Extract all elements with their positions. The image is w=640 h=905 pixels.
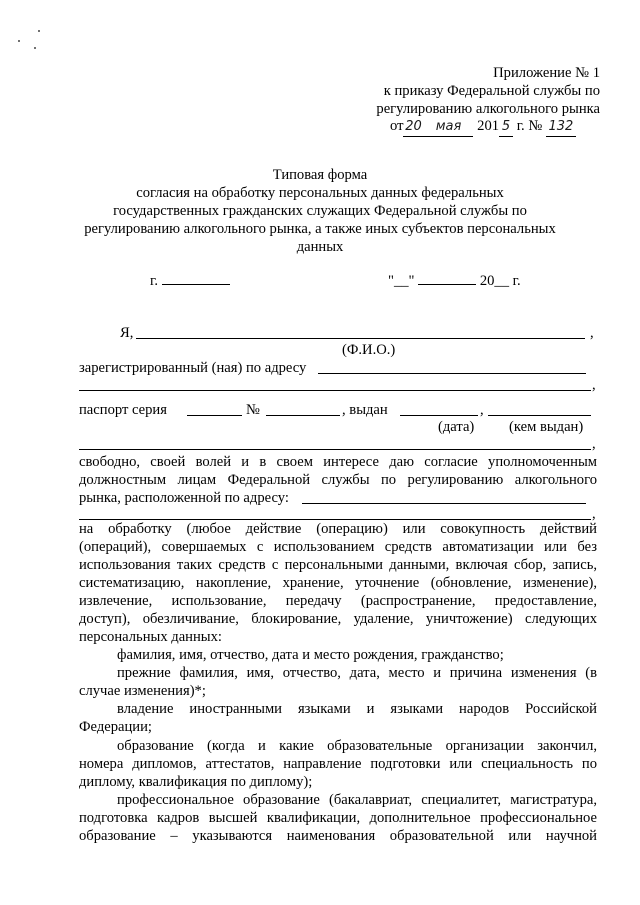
i-label: Я, xyxy=(120,325,134,341)
body-line: систематизацию, накопление, хранение, уточнение (обновление, изменение), xyxy=(79,575,597,591)
year-suffix: г. № xyxy=(516,118,543,134)
list-item-prof-education-cont: подготовка кадров высшей квалификации, дополнительное профессиональное xyxy=(79,810,597,826)
scan-speck xyxy=(34,47,36,49)
body-line: должностным лицам Федеральной службы по регулированию алкогольного xyxy=(79,472,597,488)
day-blank: "__" xyxy=(388,273,415,289)
list-item-languages-cont: Федерации; xyxy=(79,719,152,735)
issue-date-blank[interactable] xyxy=(400,415,478,416)
city-field xyxy=(150,270,230,290)
city-blank[interactable] xyxy=(162,270,230,285)
issuer-blank[interactable] xyxy=(488,415,591,416)
scan-speck xyxy=(18,40,20,42)
list-item-education: образование (когда и какие образовательные организации закончил, xyxy=(117,738,597,754)
list-item-prof-education-cont: образование – указываются наименования образовательной или научной xyxy=(79,828,597,844)
body-line: доступ), обезличивание, блокирование, удаление, уничтожение) следующих xyxy=(79,611,597,627)
month-blank[interactable] xyxy=(418,270,476,285)
date-caption: (дата) xyxy=(438,419,475,435)
list-item-prev-name: прежние фамилия, имя, отчество, дата, место и причина изменения (в xyxy=(117,665,597,681)
registered-label: зарегистрированный (ная) по адресу xyxy=(79,360,307,376)
issued-label: , выдан xyxy=(342,402,388,418)
passport-series-blank[interactable] xyxy=(187,415,242,416)
fio-caption: (Ф.И.О.) xyxy=(342,342,396,358)
scan-speck xyxy=(38,30,40,32)
issuer-line-2[interactable] xyxy=(79,449,591,450)
address-line-1[interactable] xyxy=(318,373,586,374)
body-line: (операций), совершаемых с использованием средств автоматизации или без xyxy=(79,539,597,555)
list-item-name: фамилия, имя, отчество, дата и место рождения, гражданство; xyxy=(117,647,504,663)
body-line: свободно, своей волей и в своем интересе даю согласие уполномоченным xyxy=(79,454,597,470)
passport-number-label: № xyxy=(246,402,260,418)
body-line: на обработку (любое действие (операцию) или совокупность действий xyxy=(79,521,597,537)
operator-address-comma: , xyxy=(592,506,596,522)
handwritten-month: мая xyxy=(423,118,473,137)
title-line3: государственных гражданских служащих Федеральной службы по xyxy=(113,203,527,219)
handwritten-year: 5 xyxy=(499,118,513,137)
year-suffix-blank: __ г. xyxy=(494,273,521,289)
passport-number-blank[interactable] xyxy=(266,415,340,416)
year-prefix: 201 xyxy=(477,118,500,134)
title-line5: данных xyxy=(296,239,344,255)
year-prefix-blank: 20 xyxy=(479,273,495,289)
operator-address-line-1[interactable] xyxy=(302,503,586,504)
appendix-order-line xyxy=(390,117,576,137)
list-item-languages: владение иностранными языками и языками народов Российской xyxy=(117,701,597,717)
city-prefix: г. xyxy=(150,273,158,289)
fio-line[interactable] xyxy=(136,338,585,339)
handwritten-number: 132 xyxy=(546,118,576,137)
issuer-comma: , xyxy=(592,436,596,452)
body-line: рынка, расположенной по адресу: xyxy=(79,490,289,506)
list-item-prof-education: профессиональное образование (бакалавриат, специалитет, магистратура, xyxy=(117,792,597,808)
appendix-line3: регулированию алкогольного рынка xyxy=(376,101,600,117)
date-field xyxy=(388,270,521,290)
body-line: использования таких средств с персональными данными, включая сбор, запись, xyxy=(79,557,597,573)
appendix-line1: Приложение № 1 xyxy=(493,65,600,81)
issuer-caption: (кем выдан) xyxy=(509,419,584,435)
address-line-2[interactable] xyxy=(79,390,591,391)
list-item-education-cont: диплому, квалификация по диплому); xyxy=(79,774,313,790)
fio-comma: , xyxy=(590,325,594,341)
handwritten-day: 20 xyxy=(403,118,423,137)
title-line1: Типовая форма xyxy=(272,167,368,183)
body-line: извлечение, использование, передачу (распространение, предоставление, xyxy=(79,593,597,609)
body-line: персональных данных: xyxy=(79,629,222,645)
list-item-prev-name-cont: случае изменения)*; xyxy=(79,683,206,699)
appendix-line2: к приказу Федеральной службы по xyxy=(383,83,600,99)
passport-series-label: паспорт серия xyxy=(79,402,167,418)
title-line2: согласия на обработку персональных данных федеральных xyxy=(136,185,504,201)
title-line4: регулированию алкогольного рынка, а также иных субъектов персональных xyxy=(84,221,556,237)
address-comma: , xyxy=(592,377,596,393)
issue-comma: , xyxy=(480,402,484,418)
from-prefix: от xyxy=(390,118,404,134)
list-item-education-cont: номера дипломов, аттестатов, направление подготовки или специальность по xyxy=(79,756,597,772)
